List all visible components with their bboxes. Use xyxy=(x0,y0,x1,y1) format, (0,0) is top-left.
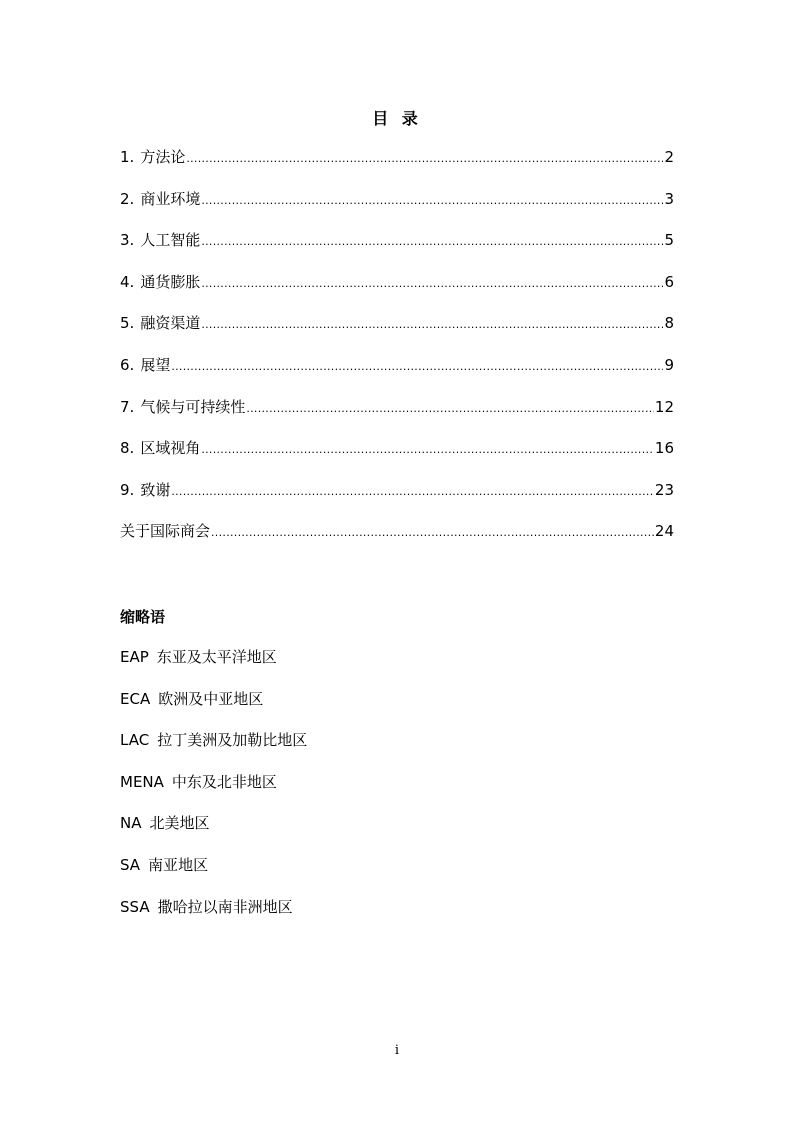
toc-leader-dots xyxy=(201,318,663,331)
toc-entry-label: 融资渠道 xyxy=(140,314,201,333)
toc-leader-dots xyxy=(201,277,663,290)
toc-entry-page: 16 xyxy=(654,439,674,458)
toc-entry-number: 1. xyxy=(120,148,135,166)
toc-leader-dots xyxy=(171,360,663,373)
toc-entry[interactable] xyxy=(120,479,674,521)
toc-entry-number: 5. xyxy=(120,314,135,333)
toc-leader-dots xyxy=(201,443,654,456)
abbreviation-meaning: 撒哈拉以南非洲地区 xyxy=(157,897,293,916)
toc-entry-label: 通货膨胀 xyxy=(140,272,201,291)
toc-entry-page: 12 xyxy=(654,397,674,416)
abbreviation-code: SSA xyxy=(120,897,150,916)
toc-entry[interactable] xyxy=(120,396,674,438)
toc-entry-label: 人工智能 xyxy=(140,231,201,250)
abbreviation-item xyxy=(120,646,307,688)
table-of-contents xyxy=(120,146,674,562)
toc-entry-number: 2. xyxy=(120,189,135,208)
toc-entry-number: 3. xyxy=(120,231,135,250)
page-number: i xyxy=(394,1043,400,1058)
toc-entry-number: 8. xyxy=(120,439,135,458)
abbreviations-list xyxy=(120,646,307,937)
toc-entry[interactable] xyxy=(120,146,674,188)
abbreviation-meaning: 南亚地区 xyxy=(148,855,209,874)
abbreviation-meaning: 中东及北非地区 xyxy=(171,772,277,791)
abbreviation-item xyxy=(120,812,307,854)
toc-leader-dots xyxy=(186,152,663,165)
toc-entry[interactable] xyxy=(120,354,674,396)
toc-entry[interactable] xyxy=(120,312,674,354)
toc-entry-label: 方法论 xyxy=(140,148,186,166)
toc-leader-dots xyxy=(211,526,654,539)
toc-entry-page: 9 xyxy=(664,355,674,374)
toc-entry-label: 展望 xyxy=(140,355,171,374)
toc-leader-dots xyxy=(201,235,663,248)
toc-entry-page: 2 xyxy=(664,148,674,166)
toc-entry-page: 5 xyxy=(664,231,674,250)
toc-entry-label: 区域视角 xyxy=(140,439,201,458)
toc-entry-label: 商业环境 xyxy=(140,189,201,208)
toc-entry-number: 7. xyxy=(120,397,135,416)
abbreviation-code: EAP xyxy=(120,648,149,666)
abbreviation-meaning: 东亚及太平洋地区 xyxy=(156,648,277,666)
abbreviation-code: ECA xyxy=(120,689,151,708)
toc-entry-label: 致谢 xyxy=(140,480,171,499)
toc-title: 目 录 xyxy=(372,109,422,128)
toc-entry[interactable] xyxy=(120,229,674,271)
abbreviation-code: SA xyxy=(120,855,141,874)
toc-entry-page: 23 xyxy=(654,480,674,499)
toc-entry-page: 3 xyxy=(664,189,674,208)
toc-entry[interactable] xyxy=(120,520,674,562)
abbreviation-item xyxy=(120,896,307,938)
toc-leader-dots xyxy=(246,402,654,415)
abbreviation-meaning: 北美地区 xyxy=(149,814,210,833)
toc-entry[interactable] xyxy=(120,271,674,313)
toc-entry[interactable] xyxy=(120,437,674,479)
toc-entry-number: 6. xyxy=(120,355,135,374)
toc-leader-dots xyxy=(171,485,654,498)
abbreviation-meaning: 拉丁美洲及加勒比地区 xyxy=(157,731,308,750)
toc-entry-page: 24 xyxy=(654,522,674,541)
toc-entry-number: 4. xyxy=(120,272,135,291)
toc-leader-dots xyxy=(201,194,663,207)
toc-entry-page: 8 xyxy=(664,314,674,333)
abbreviation-code: LAC xyxy=(120,731,150,750)
abbreviation-item xyxy=(120,688,307,730)
toc-entry-page: 6 xyxy=(664,272,674,291)
toc-entry-number: 9. xyxy=(120,480,135,499)
abbreviations-heading: 缩略语 xyxy=(120,608,166,626)
abbreviation-item xyxy=(120,854,307,896)
toc-entry-label: 气候与可持续性 xyxy=(140,397,246,416)
abbreviation-item xyxy=(120,729,307,771)
abbreviation-code: MENA xyxy=(120,772,164,791)
abbreviation-meaning: 欧洲及中亚地区 xyxy=(158,689,264,708)
toc-entry-label: 关于国际商会 xyxy=(120,522,211,541)
abbreviation-item xyxy=(120,771,307,813)
abbreviation-code: NA xyxy=(120,814,142,833)
toc-entry[interactable] xyxy=(120,188,674,230)
